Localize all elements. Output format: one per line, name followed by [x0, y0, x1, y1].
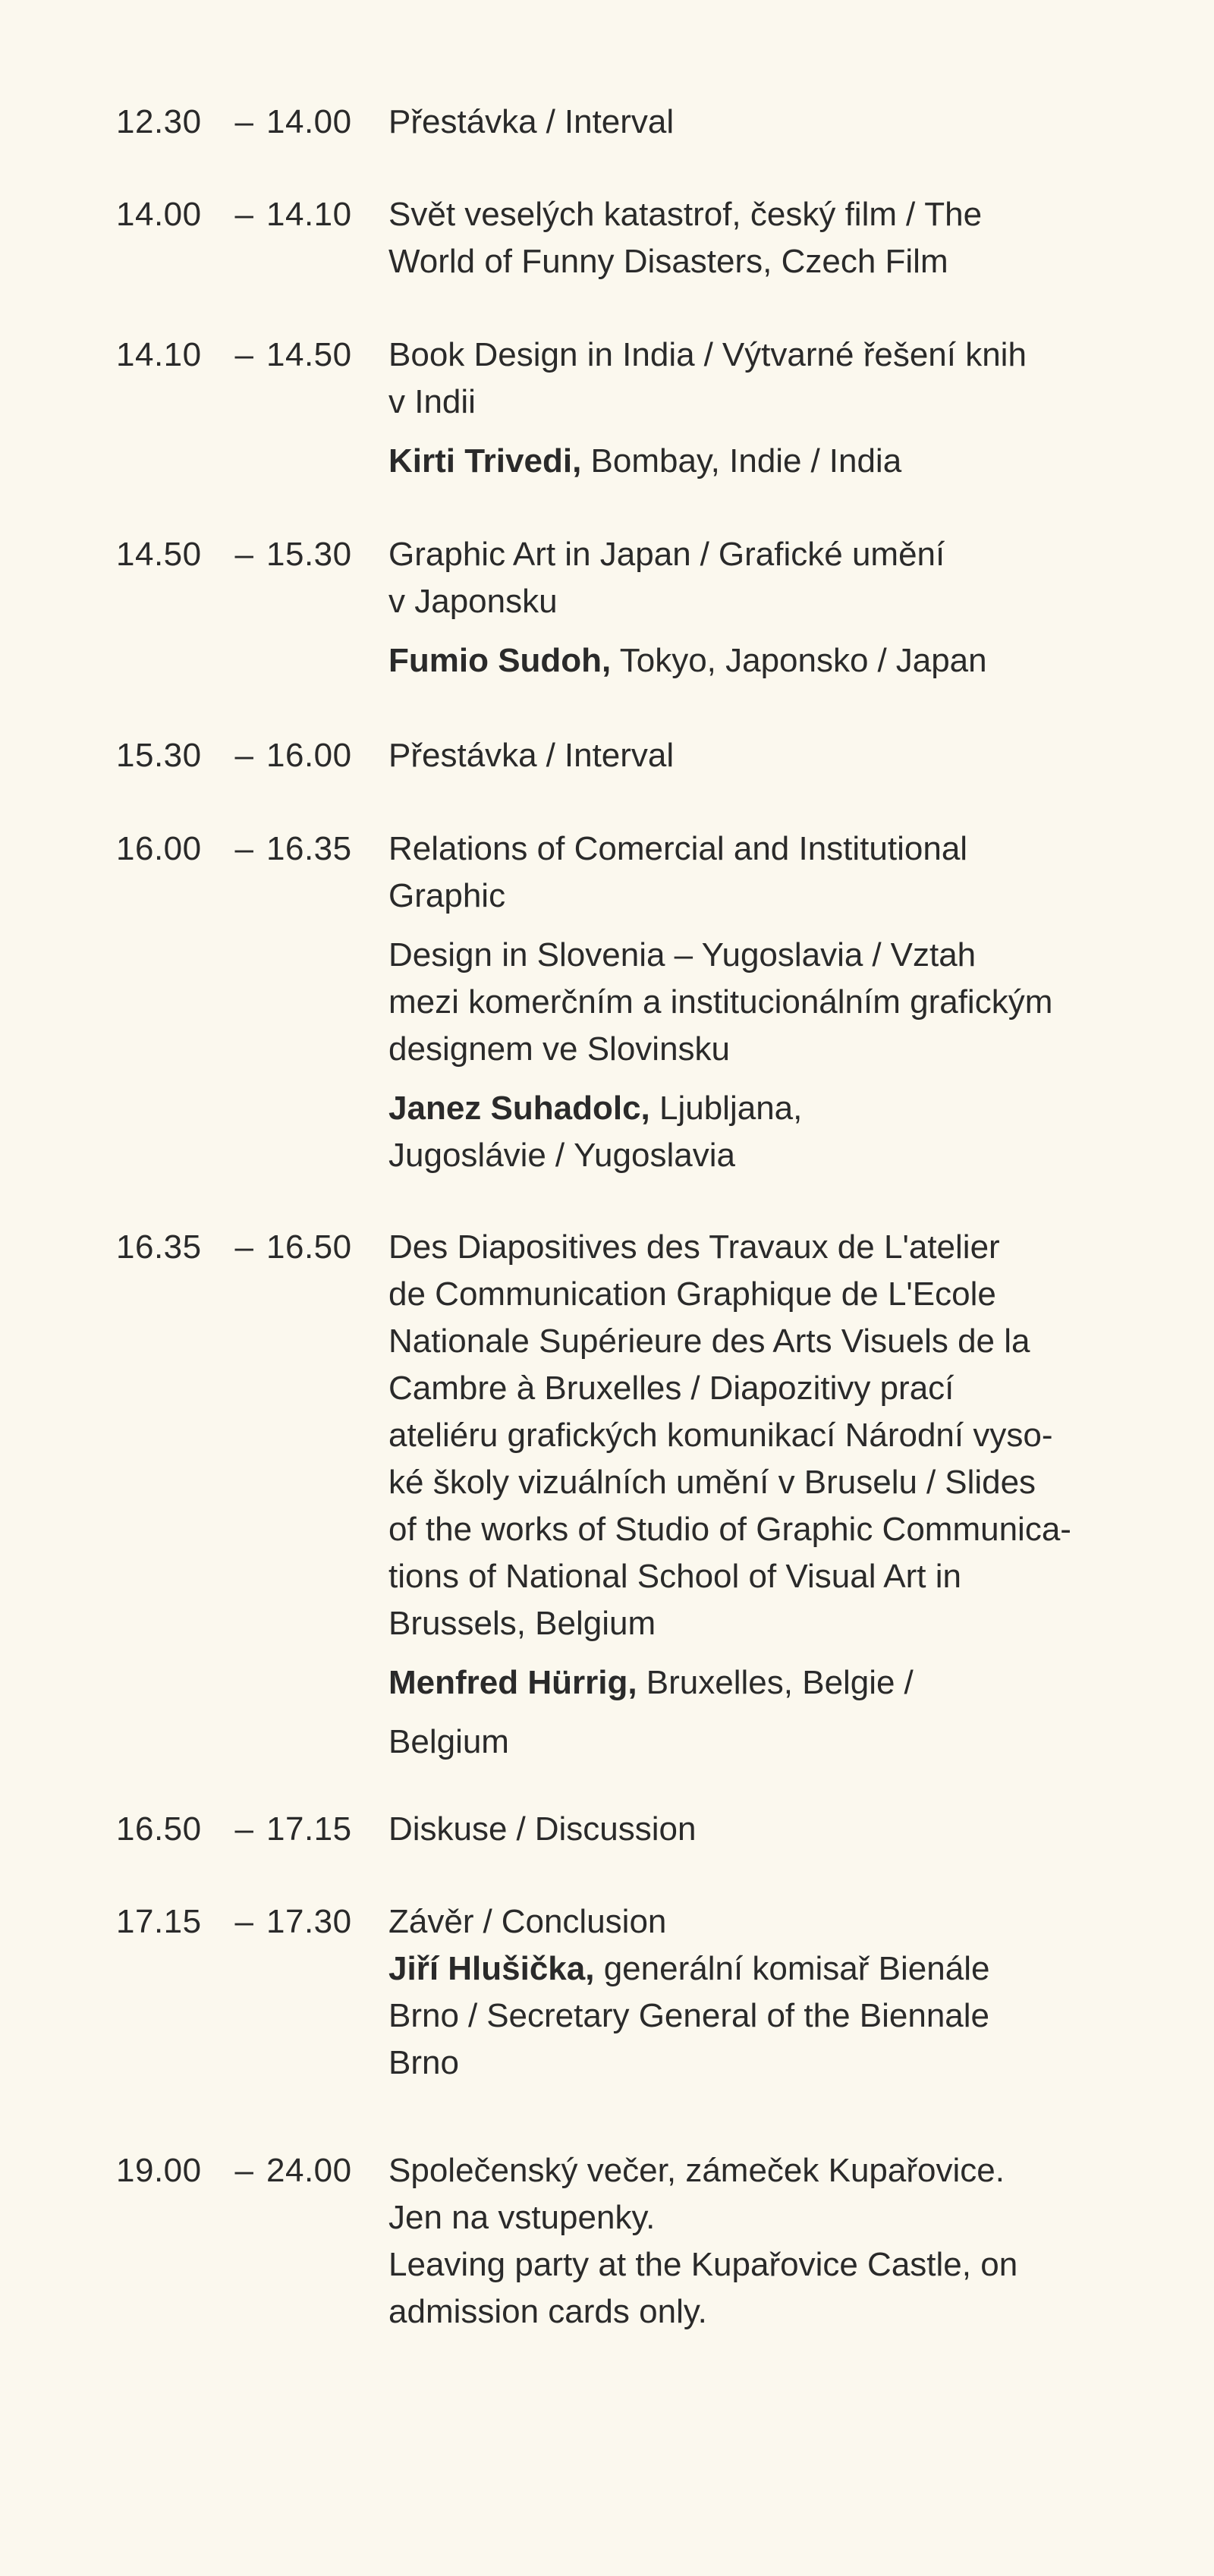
description-text: Secretary General of the Biennale: [486, 1997, 990, 2034]
time-start: 14.50: [116, 536, 202, 573]
description-text: designem ve Slovinsku: [388, 1030, 731, 1068]
time-dash: –: [234, 196, 254, 233]
description-text: v Indii: [388, 383, 476, 420]
speaker-name: Menfred Hürrig,: [388, 1664, 637, 1701]
time-start: 15.30: [116, 737, 202, 774]
description-line: [388, 531, 945, 578]
description-text: World of Funny Disasters, Czech Film: [388, 243, 948, 280]
time-start: 19.00: [116, 2152, 202, 2189]
time-range: [116, 826, 366, 873]
description-text: ateliéru grafických komunikací Národní vyso-: [388, 1417, 1053, 1454]
time-dash: –: [234, 830, 254, 867]
language-separator: /: [904, 1664, 914, 1701]
description-line: [388, 2241, 1017, 2288]
description-text: Cambre à Bruxelles: [388, 1370, 682, 1407]
description-line: [388, 1365, 954, 1412]
language-separator: /: [483, 1903, 492, 1940]
description-text: Interval: [564, 737, 675, 774]
time-dash: –: [234, 336, 254, 373]
time-end: 14.10: [266, 196, 352, 233]
language-separator: /: [690, 1370, 700, 1407]
time-dash: –: [234, 536, 254, 573]
time-start: 16.35: [116, 1228, 202, 1266]
language-separator: /: [906, 196, 916, 233]
language-separator: /: [546, 103, 555, 140]
language-separator: /: [700, 536, 709, 573]
time-range: [116, 732, 366, 779]
description-line: [388, 2147, 1005, 2194]
description-text: Discussion: [534, 1810, 697, 1848]
language-separator: /: [546, 737, 555, 774]
description-text: Japan: [895, 642, 987, 679]
time-start: 17.15: [116, 1903, 202, 1940]
description-line: [388, 1553, 961, 1600]
time-start: 16.50: [116, 1810, 202, 1848]
speaker-name: Kirti Trivedi,: [388, 442, 582, 480]
description-line: [388, 979, 1052, 1026]
description-line: [388, 1459, 1036, 1506]
time-start: 14.10: [116, 336, 202, 373]
time-end: 16.50: [266, 1228, 352, 1266]
description-line: [388, 1945, 989, 1993]
time-range: [116, 2147, 366, 2194]
description-text: Graphic: [388, 877, 506, 914]
description-text: Jugoslávie: [388, 1137, 546, 1174]
description-text: Společenský večer, zámeček Kupařovice.: [388, 2152, 1005, 2189]
description-line: [388, 1719, 509, 1766]
description-line: [388, 1993, 989, 2040]
language-separator: /: [467, 1997, 478, 2034]
description-line: [388, 1026, 730, 1073]
time-end: 16.35: [266, 830, 352, 867]
description-line: [388, 2194, 655, 2241]
description-line: [388, 637, 987, 684]
description-text: admission cards only.: [388, 2293, 707, 2330]
time-dash: –: [234, 737, 254, 774]
description-line: [388, 2040, 459, 2087]
description-line: [388, 578, 558, 625]
time-end: 15.30: [266, 536, 352, 573]
description-text: Závěr: [388, 1903, 474, 1940]
description-text: Bruxelles, Belgie: [637, 1664, 895, 1701]
description-text: Slides: [945, 1464, 1036, 1501]
time-dash: –: [234, 1903, 254, 1940]
description-line: [388, 438, 901, 485]
description-text: Relations of Comercial and Institutional: [388, 830, 968, 867]
description-text: of the works of Studio of Graphic Communica-: [388, 1511, 1071, 1548]
language-separator: /: [516, 1810, 526, 1848]
time-range: [116, 1898, 366, 1945]
description-text: Jen na vstupenky.: [388, 2199, 656, 2236]
description-text: Interval: [564, 103, 675, 140]
description-line: [388, 238, 948, 285]
time-range: [116, 1806, 366, 1853]
time-end: 16.00: [266, 737, 352, 774]
description-text: Bombay, Indie: [581, 442, 802, 480]
speaker-name: Jiří Hlušička,: [388, 1950, 595, 1987]
description-text: Nationale Supérieure des Arts Visuels de la: [388, 1323, 1030, 1360]
description-line: [388, 379, 476, 426]
description-line: [388, 1085, 802, 1132]
description-line: [388, 2288, 707, 2335]
language-separator: /: [877, 642, 887, 679]
description-line: [388, 1659, 923, 1706]
description-line: [388, 932, 976, 979]
description-text: Svět veselých katastrof, český film: [388, 196, 897, 233]
language-separator: /: [926, 1464, 936, 1501]
description-line: [388, 732, 674, 779]
description-text: Diskuse: [388, 1810, 508, 1848]
description-line: [388, 1271, 996, 1318]
time-range: [116, 1224, 366, 1271]
description-text: Brno: [388, 2044, 459, 2081]
time-end: 14.50: [266, 336, 352, 373]
description-text: de Communication Graphique de L'Ecole: [388, 1275, 996, 1313]
language-separator: /: [703, 336, 713, 373]
time-range: [116, 191, 366, 238]
description-line: [388, 1412, 1052, 1459]
description-text: v Japonsku: [388, 583, 558, 620]
description-text: Leaving party at the Kupařovice Castle, on: [388, 2246, 1018, 2283]
description-line: [388, 1224, 1000, 1271]
speaker-name: Janez Suhadolc,: [388, 1090, 650, 1127]
description-text: Brussels, Belgium: [388, 1605, 656, 1642]
language-separator: /: [810, 442, 820, 480]
description-text: India: [829, 442, 902, 480]
description-text: Tokyo, Japonsko: [611, 642, 869, 679]
description-text: Grafické umění: [718, 536, 945, 573]
time-dash: –: [234, 1810, 254, 1848]
description-text: tions of National School of Visual Art in: [388, 1558, 961, 1595]
description-line: [388, 99, 674, 146]
description-line: [388, 1132, 735, 1179]
description-text: Přestávka: [388, 103, 537, 140]
description-text: Výtvarné řešení knih: [722, 336, 1027, 373]
description-line: [388, 1806, 696, 1853]
time-end: 14.00: [266, 103, 352, 140]
description-text: Vztah: [890, 936, 977, 973]
time-start: 16.00: [116, 830, 202, 867]
description-line: [388, 1318, 1030, 1365]
description-text: generální komisař Bienále: [594, 1950, 990, 1987]
time-range: [116, 99, 366, 146]
time-dash: –: [234, 2152, 254, 2189]
description-text: The: [924, 196, 983, 233]
language-separator: /: [555, 1137, 565, 1174]
description-text: ké školy vizuálních umění v Bruselu: [388, 1464, 917, 1501]
description-text: Belgium: [388, 1723, 509, 1760]
description-line: [388, 191, 982, 238]
time-dash: –: [234, 103, 254, 140]
time-end: 17.30: [266, 1903, 352, 1940]
description-line: [388, 1898, 666, 1945]
description-text: Des Diapositives des Travaux de L'atelier: [388, 1228, 1000, 1266]
description-text: Ljubljana,: [649, 1090, 803, 1127]
time-end: 24.00: [266, 2152, 352, 2189]
time-range: [116, 332, 366, 379]
speaker-name: Fumio Sudoh,: [388, 642, 612, 679]
description-line: [388, 332, 1027, 379]
description-line: [388, 1600, 656, 1647]
description-line: [388, 873, 505, 920]
description-text: Book Design in India: [388, 336, 695, 373]
description-line: [388, 1506, 1071, 1553]
language-separator: /: [872, 936, 882, 973]
description-text: Přestávka: [388, 737, 537, 774]
description-text: Conclusion: [501, 1903, 667, 1940]
time-dash: –: [234, 1228, 254, 1266]
description-text: mezi komerčním a institucionálním grafickým: [388, 983, 1053, 1021]
description-text: Design in Slovenia – Yugoslavia: [388, 936, 863, 973]
time-range: [116, 531, 366, 578]
description-text: Graphic Art in Japan: [388, 536, 691, 573]
description-text: Brno: [388, 1997, 459, 2034]
time-start: 14.00: [116, 196, 202, 233]
time-start: 12.30: [116, 103, 202, 140]
description-text: Diapozitivy prací: [709, 1370, 955, 1407]
time-end: 17.15: [266, 1810, 352, 1848]
description-text: Yugoslavia: [574, 1137, 735, 1174]
description-line: [388, 826, 967, 873]
